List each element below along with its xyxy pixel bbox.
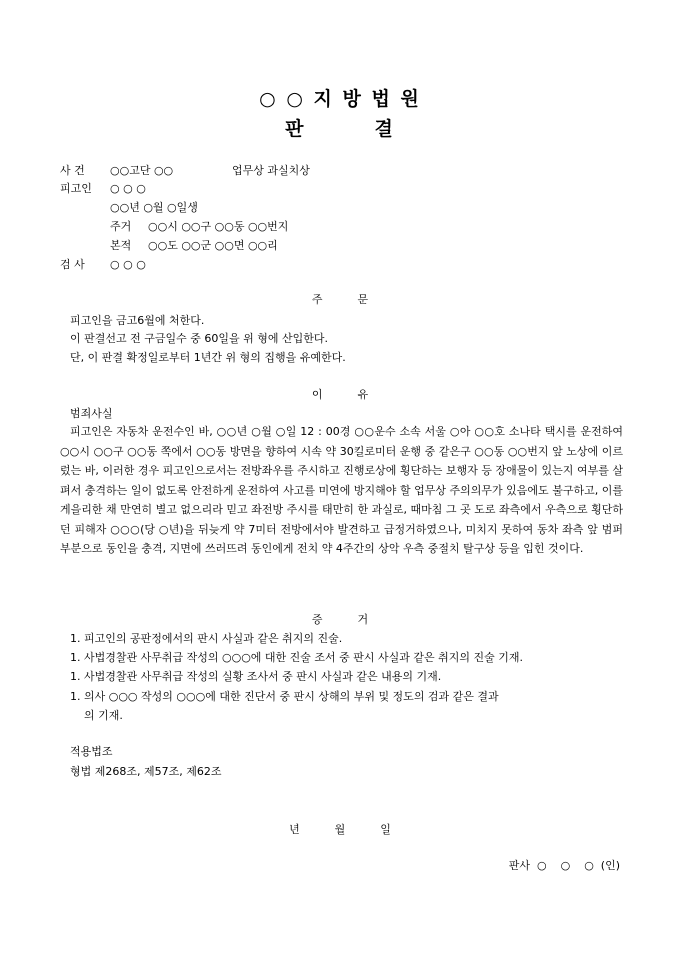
defendant-address-row bbox=[110, 220, 288, 233]
defendant-label: 피고인 bbox=[60, 182, 92, 195]
domicile-value: ○○도 ○○군 ○○면 ○○리 bbox=[148, 239, 278, 252]
evidence-item: 1. 피고인의 공판정에서의 판시 사실과 같은 취지의 진술. bbox=[70, 632, 343, 645]
defendant-birth: ○○년 ○월 ○일생 bbox=[110, 201, 198, 214]
prosecutor-label: 검 사 bbox=[60, 258, 85, 271]
evidence-item: 1. 의사 ○○○ 작성의 ○○○에 대한 진단서 중 판시 상해의 부위 및 정도의 검과 같은 결과 bbox=[70, 690, 499, 703]
law-text: 형법 제268조, 제57조, 제62조 bbox=[70, 765, 222, 778]
judgment-date: 년 월 일 bbox=[289, 823, 391, 836]
document-title: 판 결 bbox=[285, 118, 395, 140]
case-row bbox=[60, 164, 310, 177]
evidence-item: 1. 사법경찰관 사무취급 작성의 실황 조사서 중 판시 사실과 같은 내용의 기재. bbox=[70, 670, 442, 683]
case-charge: 업무상 과실치상 bbox=[232, 164, 310, 177]
prosecutor-name: ○ ○ ○ bbox=[110, 258, 146, 271]
evidence-item: 1. 사법경찰관 사무취급 작성의 ○○○에 대한 진술 조서 중 판시 사실과 같은 취지의 진술 기재. bbox=[70, 651, 524, 664]
address-label: 주거 bbox=[110, 220, 132, 233]
court-name: ○ ○ 지 방 법 원 bbox=[259, 88, 421, 110]
order-heading: 주 문 bbox=[311, 293, 369, 306]
order-line: 단, 이 판결 확정일로부터 1년간 위 형의 집행을 유예한다. bbox=[70, 351, 346, 364]
defendant-name: ○ ○ ○ bbox=[110, 182, 146, 195]
evidence-item-continuation: 의 기재. bbox=[84, 709, 123, 722]
crime-facts-paragraph: 피고인은 자동차 운전수인 바, ○○년 ○월 ○일 12 : 00경 ○○운수 소속 서울 ○아 ○○호 소나타 택시를 운전하여 ○○시 ○○구 ○○동 쪽에서 ○○동 방면을 향하여 시속 약 30킬로미터 운행 중 같은구 ○○동 ○○번지 앞 노상에 이르렀는 바, 이러한 경우 피고인으로서는 전방좌우를 주시하고 진행로상에 횡단하는 보행자 등 장애물이 있는지 여부를 살펴서 충격하는 일이 없도록 안전하게 운전하여 사고를 미연에 방지해야 할 업무상 주의의무가 있음에도 불구하고, 이를 게을리한 채 만연히 별고 없으리라 믿고 좌전방 주시를 태만히 한 과실로, 때마침 그 곳 도로 좌측에서 우측으로 횡단하던 피해자 ○○○(당 ○년)을 뒤늦게 약 7미터 전방에서야 발견하고 급정거하였으나, 미치지 못하여 동차 좌측 앞 범퍼 부분으로 동인을 충격, 지면에 쓰러뜨려 동인에게 전치 약 4주간의 상악 우측 중절치 탈구상 등을 입힌 것이다. bbox=[60, 425, 623, 555]
address-value: ○○시 ○○구 ○○동 ○○번지 bbox=[148, 220, 289, 233]
order-line: 피고인을 금고6월에 처한다. bbox=[70, 314, 205, 327]
order-line: 이 판결선고 전 구금일수 중 60일을 위 형에 산입한다. bbox=[70, 332, 328, 345]
reason-subheading: 범죄사실 bbox=[70, 407, 113, 420]
domicile-label: 본적 bbox=[110, 239, 132, 252]
reason-heading: 이 유 bbox=[311, 388, 369, 401]
law-heading: 적용법조 bbox=[70, 745, 113, 758]
defendant-row bbox=[60, 182, 146, 195]
evidence-heading: 증 거 bbox=[311, 613, 369, 626]
prosecutor-row bbox=[60, 258, 146, 271]
case-number: ○○고단 ○○ bbox=[110, 164, 174, 177]
defendant-domicile-row bbox=[110, 239, 278, 252]
case-label: 사 건 bbox=[60, 164, 85, 177]
judge-signature: 판사 ○ ○ ○ (인) bbox=[508, 859, 620, 872]
